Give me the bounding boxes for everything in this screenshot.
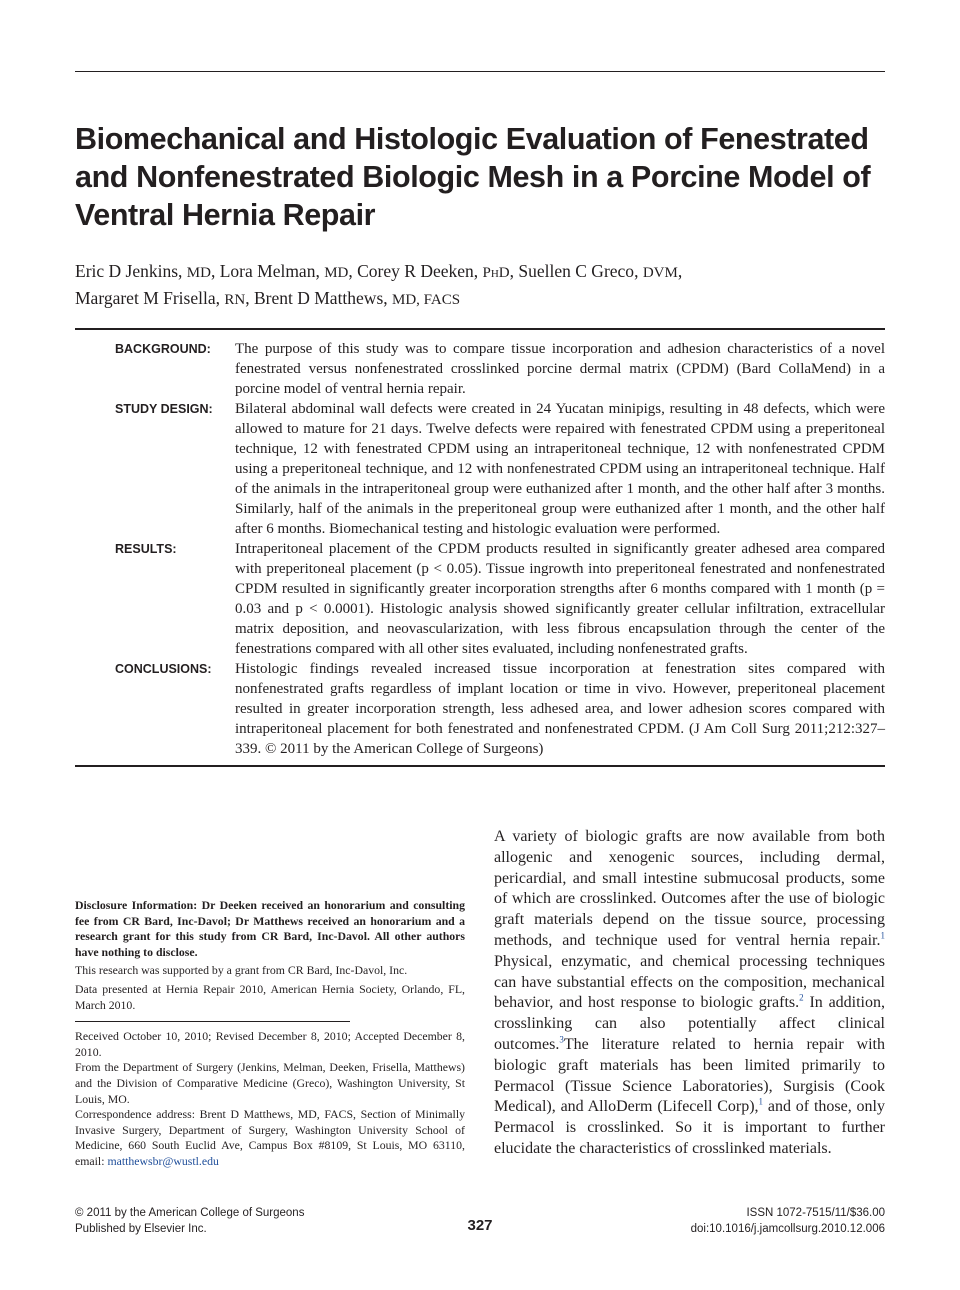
- abstract-text: Histologic findings revealed increased tissue incorporation at fenestration sites compared with nonfenestrated grafts regardless of implant location or time in vivo. However, preperitoneal placement resulted in greater incorporation strength, less adhesed area, and lower adhesion scores compared with intraperitoneal placement for both fenestrated and nonfenestrated CPDM. (J Am Coll Surg 2011;212:327–339. © 2011 by the American College of Surgeons): [235, 661, 885, 757]
- author-name: Lora Melman: [219, 261, 316, 281]
- abstract-heading: BACKGROUND:: [115, 342, 211, 356]
- presentation-note: Data presented at Hernia Repair 2010, American Hernia Society, Orlando, FL, March 2010.: [75, 981, 465, 1012]
- author-degree: DVM: [642, 265, 678, 281]
- citation-link[interactable]: 2: [799, 993, 804, 1004]
- abstract-heading: CONCLUSIONS:: [115, 662, 212, 676]
- doi-line[interactable]: doi:10.1016/j.jamcollsurg.2010.12.006: [690, 1222, 885, 1235]
- email-link[interactable]: matthewsbr@wustl.edu: [107, 1153, 219, 1168]
- correspondence-note: [75, 1107, 465, 1169]
- author-name: Brent D Matthews: [253, 288, 384, 308]
- top-rule: [75, 71, 885, 72]
- abstract-section-conclusions: [75, 659, 885, 759]
- author-degree: PhD: [482, 265, 510, 281]
- citation-link[interactable]: 1: [880, 930, 885, 941]
- article-title: Biomechanical and Histologic Evaluation of Fenestrated and Nonfenestrated Biologic Mesh in a Porcine Model of Ventral Hernia Repair: [75, 122, 871, 232]
- footnote-divider: [75, 1021, 350, 1022]
- author-degree: MD, FACS: [392, 292, 461, 308]
- citation-link[interactable]: 1: [758, 1097, 764, 1108]
- author-list: Eric D Jenkins, MD, Lora Melman, MD, Corey R Deeken, PhD, Suellen C Greco, DVM, Margaret M Frisella, RN, Brent D Matthews, MD, FACS: [75, 261, 683, 308]
- author-name: Corey R Deeken: [357, 261, 474, 281]
- footer-right: [691, 1206, 885, 1237]
- funding-note: This research was supported by a grant from CR Bard, Inc-Davol, Inc.: [75, 963, 408, 978]
- abstract-section-background: [75, 339, 885, 399]
- author-name: Eric D Jenkins: [75, 261, 179, 281]
- issn-line: ISSN 1072-7515/11/$36.00: [746, 1207, 885, 1219]
- author-name: Margaret M Frisella: [75, 288, 216, 308]
- abstract-heading: RESULTS:: [115, 542, 177, 556]
- abstract-text: Intraperitoneal placement of the CPDM products resulted in significantly greater adhesed area compared with preperitoneal placement (p < 0.05). Tissue ingrowth into preperitoneal fenestrated and nonfenestrated CPDM resulted in significantly greater incorporation strengths after 6 months compared with 1 month (p = 0.03 and p < 0.0001). Histologic analysis showed significantly greater cellular infiltration, extracellular matrix deposition, and neovascularization, with less fibrous encapsulation through the center of the fenestrations compared with all other sites evaluated, including nonfenestrated grafts.: [235, 541, 885, 657]
- body-paragraph: A variety of biologic grafts are now available from both allogenic and xenogenic sources, including dermal, pericardial, and small intestine submucosal products, some of which are crosslinked. Outcomes after the use of biologic graft materials depend on the tissue source, processing methods, and technique used for ventral hernia repair.$^1$ Physical, enzymatic, and chemical processing techniques can have substantial effects on the composition, mechanical behavior, and host response to biologic grafts.$^2$ In addition, crosslinking can also potentially affect clinical outcomes.$^3$The literature related to hernia repair with biologic graft materials has been limited primarily to Permacol (Tissue Science Laboratories), Surgisis (Cook Medical), and AlloDerm (Lifecell Corp),$^1$ and of those, only Permacol is crosslinked. So it is important to further elucidate the characteristics of crosslinked materials.: [494, 828, 886, 1157]
- abstract-text: The purpose of this study was to compare tissue incorporation and adhesion characteristics of a novel fenestrated versus nonfenestrated crosslinked porcine dermal matrix (CPDM) (Bard CollaMend) in a porcine model of ventral hernia repair.: [235, 341, 885, 397]
- page-number: 327: [467, 1217, 493, 1234]
- copyright-line: © 2011 by the American College of Surgeons: [75, 1207, 305, 1219]
- abstract-section-results: [75, 539, 885, 659]
- abstract-heading: STUDY DESIGN:: [115, 402, 213, 416]
- abstract-text: Bilateral abdominal wall defects were created in 24 Yucatan minipigs, resulting in 48 defects, which were allowed to mature for 21 days. Twelve defects were repaired with fenestrated CPDM using a preperitoneal technique, 12 with fenestrated CPDM using an intraperitoneal technique, 12 with nonfenestrated CPDM using a preperitoneal technique, and 12 with nonfenestrated CPDM using an intraperitoneal technique. Half of the animals in the intraperitoneal group were euthanized after 1 month, and the other half after 3 months. Similarly, half of the animals in the preperitoneal group were euthanized after 1 month, and the other half after 6 months. Biomechanical testing and histologic evaluation were performed.: [235, 401, 885, 537]
- abstract-section-study-design: [75, 399, 885, 539]
- disclosure-note: Disclosure Information: Dr Deeken received an honorarium and consulting fee from CR Bard, Inc-Davol; Dr Matthews received an honorarium and a research grant for this study from CR Bard, Inc-Davol. All other authors have nothing to disclose.: [75, 898, 465, 959]
- author-degree: MD: [186, 265, 211, 281]
- correspondence-text: Correspondence address: Brent D Matthews, MD, FACS, Section of Minimally Invasive Surgery, Department of Surgery, Washington University School of Medicine, 660 South Euclid Ave, Campus Box #8109, St Louis, MO 63110, email:: [75, 1107, 465, 1168]
- citation-link[interactable]: 3: [559, 1034, 564, 1045]
- footnotes: [75, 898, 465, 1170]
- abstract: [75, 328, 885, 767]
- author-name: Suellen C Greco: [518, 261, 635, 281]
- publisher-line: Published by Elsevier Inc.: [75, 1222, 207, 1235]
- affiliation-note: From the Department of Surgery (Jenkins, Melman, Deeken, Frisella, Matthews) and the Division of Comparative Medicine (Greco), Washington University, St Louis, MO.: [75, 1060, 465, 1106]
- author-degree: RN: [224, 292, 246, 308]
- received-dates: Received October 10, 2010; Revised December 8, 2010; Accepted December 8, 2010.: [75, 1029, 465, 1059]
- author-degree: MD: [324, 265, 349, 281]
